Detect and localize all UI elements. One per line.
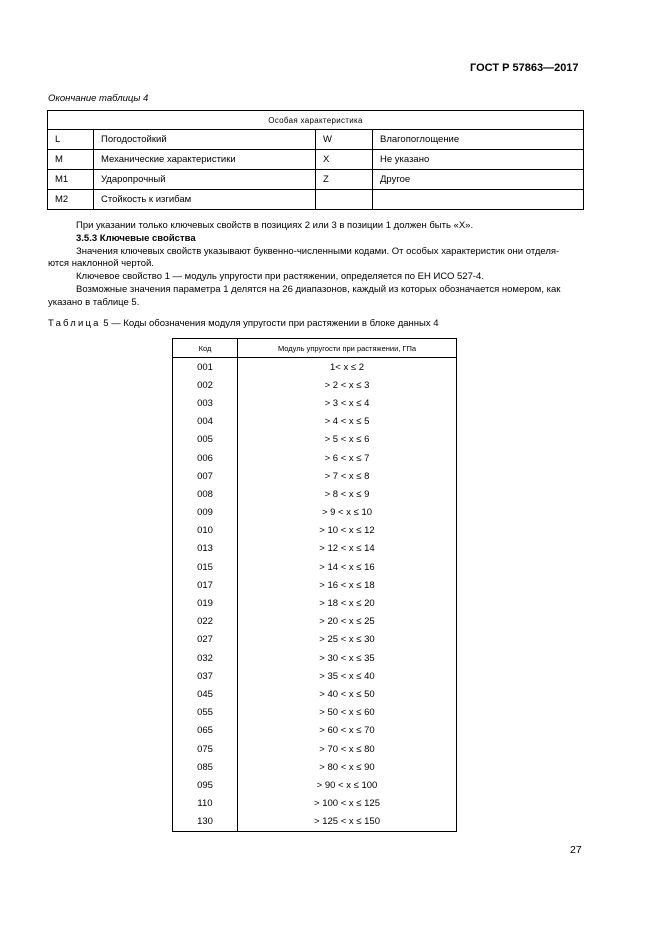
table-row [173,467,457,485]
code-cell: 019 [173,594,238,612]
table-row [173,813,457,832]
modulus-range-cell: > 5 < x ≤ 6 [238,431,457,449]
table-row [173,667,457,685]
paragraph-continuation: указано в таблице 5. [48,296,140,308]
table-row [173,631,457,649]
modulus-range-cell: > 125 < x ≤ 150 [238,813,457,832]
table5-caption-number: 5 [103,318,109,329]
table-row [173,413,457,431]
paragraph: Возможные значения параметра 1 делятся на 26 диапазонов, каждый из которых обозначается номером, как [76,283,561,295]
code-cell: 095 [173,776,238,794]
table-row [173,722,457,740]
table-row [173,376,457,394]
modulus-range-cell: > 100 < x ≤ 125 [238,795,457,813]
table-row [173,504,457,522]
table4-header: Особая характеристика [48,111,584,130]
code-cell: 037 [173,667,238,685]
table-cell: Механические характеристики [94,150,316,170]
code-cell: 010 [173,522,238,540]
table5-header-modulus: Модуль упругости при растяжении, ГПа [238,339,457,358]
modulus-range-cell: > 50 < x ≤ 60 [238,704,457,722]
code-cell: 005 [173,431,238,449]
code-cell: 045 [173,685,238,703]
table-row [173,795,457,813]
table5 [172,338,457,832]
table-cell: Ударопрочный [94,170,316,190]
table-row [173,358,457,377]
table-row [173,449,457,467]
table-row [173,576,457,594]
modulus-range-cell: > 70 < x ≤ 80 [238,740,457,758]
table-row [48,150,584,170]
table4 [47,110,584,210]
modulus-range-cell: > 10 < x ≤ 12 [238,522,457,540]
table-row [173,740,457,758]
table-cell: Влагопоглощение [373,130,584,150]
modulus-range-cell: > 90 < x ≤ 100 [238,776,457,794]
table5-header-code: Код [173,339,238,358]
table5-body [173,358,457,832]
modulus-range-cell: > 20 < x ≤ 25 [238,613,457,631]
modulus-range-cell: > 2 < x ≤ 3 [238,376,457,394]
paragraph-continuation: ются наклонной чертой. [48,258,154,270]
table-cell: W [316,130,373,150]
code-cell: 032 [173,649,238,667]
table-row [173,485,457,503]
table-row [173,594,457,612]
code-cell: 015 [173,558,238,576]
modulus-range-cell: > 18 < x ≤ 20 [238,594,457,612]
modulus-range-cell: > 7 < x ≤ 8 [238,467,457,485]
table-row [173,776,457,794]
code-cell: 004 [173,413,238,431]
modulus-range-cell: > 16 < x ≤ 18 [238,576,457,594]
code-cell: 027 [173,631,238,649]
code-cell: 003 [173,394,238,412]
table-cell: Не указано [373,150,584,170]
code-cell: 008 [173,485,238,503]
table-cell: Другое [373,170,584,190]
modulus-range-cell: > 8 < x ≤ 9 [238,485,457,503]
table-row [173,394,457,412]
code-cell: 001 [173,358,238,377]
paragraph: Ключевое свойство 1 — модуль упругости при растяжении, определяется по ЕН ИСО 527-4. [76,271,484,283]
section-heading: 3.5.3 Ключевые свойства [76,232,196,244]
modulus-range-cell: > 6 < x ≤ 7 [238,449,457,467]
code-cell: 002 [173,376,238,394]
modulus-range-cell: > 25 < x ≤ 30 [238,631,457,649]
table-cell: М2 [48,190,94,210]
modulus-range-cell: > 30 < x ≤ 35 [238,649,457,667]
table-row [173,704,457,722]
table4-caption: Окончание таблицы 4 [48,93,149,104]
table-cell: М1 [48,170,94,190]
code-cell: 013 [173,540,238,558]
table5-header-row [173,339,457,358]
code-cell: 130 [173,813,238,832]
table-row [173,685,457,703]
code-cell: 007 [173,467,238,485]
modulus-range-cell: > 12 < x ≤ 14 [238,540,457,558]
table-row [173,522,457,540]
table-row [173,649,457,667]
modulus-range-cell: > 4 < x ≤ 5 [238,413,457,431]
code-cell: 085 [173,758,238,776]
modulus-range-cell: > 60 < x ≤ 70 [238,722,457,740]
modulus-range-cell: > 14 < x ≤ 16 [238,558,457,576]
modulus-range-cell: > 3 < x ≤ 4 [238,394,457,412]
modulus-range-cell: 1< x ≤ 2 [238,358,457,377]
code-cell: 009 [173,504,238,522]
code-cell: 017 [173,576,238,594]
code-cell: 110 [173,795,238,813]
body-text [48,220,584,310]
paragraph: При указании только ключевых свойств в позициях 2 или 3 в позиции 1 должен быть «X». [76,220,474,231]
table-cell [316,190,373,210]
table-row [173,613,457,631]
modulus-range-cell: > 35 < x ≤ 40 [238,667,457,685]
table-cell [373,190,584,210]
modulus-range-cell: > 80 < x ≤ 90 [238,758,457,776]
table-cell: X [316,150,373,170]
code-cell: 006 [173,449,238,467]
table5-caption-label: Таблица [48,318,101,329]
table-cell: L [48,130,94,150]
table5-caption [48,318,439,329]
modulus-range-cell: > 9 < x ≤ 10 [238,504,457,522]
paragraph: Значения ключевых свойств указывают буквенно-численными кодами. От особых характеристик они отделя- [76,245,560,257]
table-cell: М [48,150,94,170]
table-row [173,758,457,776]
code-cell: 055 [173,704,238,722]
table5-caption-text: — Коды обозначения модуля упругости при растяжении в блоке данных 4 [108,318,439,329]
table-row [173,431,457,449]
table-row [48,190,584,210]
table-cell: Z [316,170,373,190]
table-row [173,540,457,558]
document-code: ГОСТ Р 57863—2017 [470,62,579,74]
modulus-range-cell: > 40 < x ≤ 50 [238,685,457,703]
table-row [48,170,584,190]
table-cell: Погодостойкий [94,130,316,150]
table-cell: Стойкость к изгибам [94,190,316,210]
table-row [48,130,584,150]
code-cell: 065 [173,722,238,740]
code-cell: 022 [173,613,238,631]
table-row [173,558,457,576]
page-number: 27 [570,844,582,856]
code-cell: 075 [173,740,238,758]
